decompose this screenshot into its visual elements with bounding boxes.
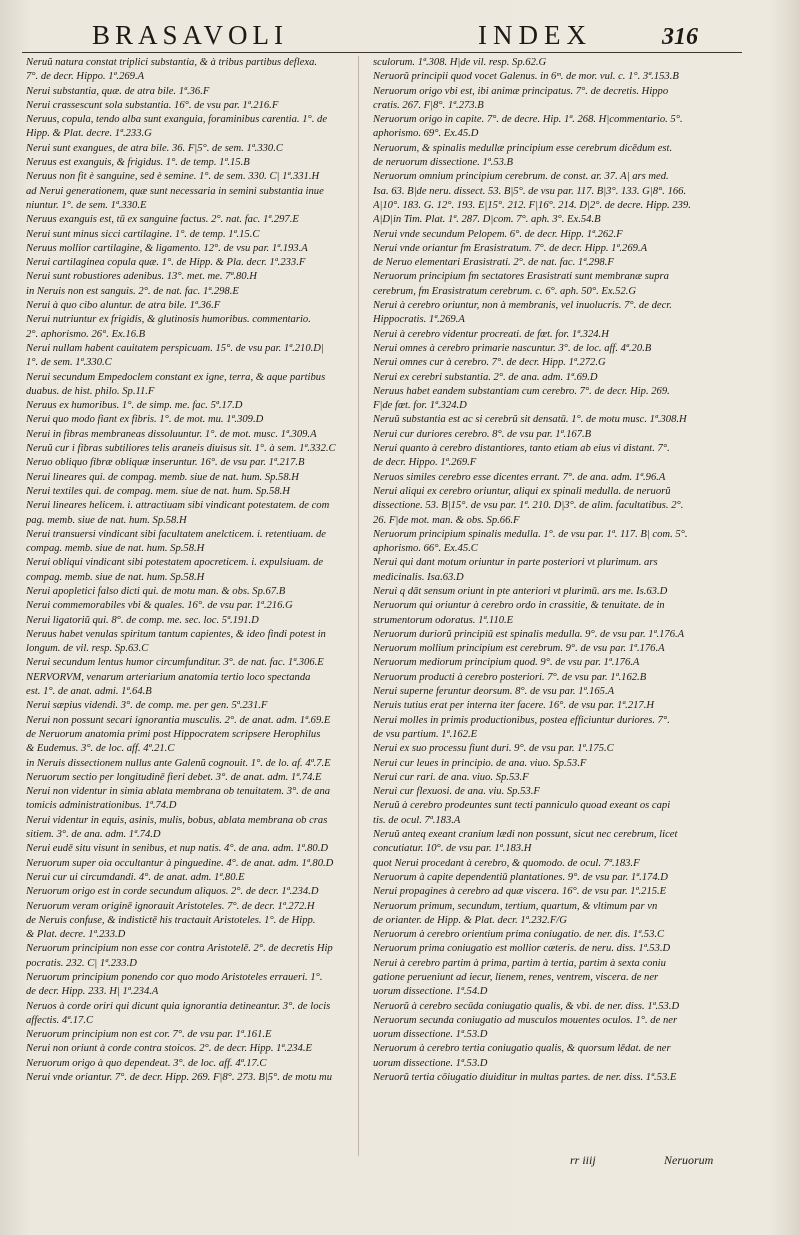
index-line: Neruorum origo vbi est, ibi animæ principatus. 7°. de decretis. Hippo (373, 85, 669, 97)
index-line: compag. memb. siue de nat. hum. Sp.58.H (26, 571, 205, 583)
index-line: Nerui lineares helicem. i. attractiuam sibi vindicant potestatem. de com (26, 500, 330, 512)
index-line: aphorismo. 66°. Ex.45.C (373, 543, 478, 555)
index-line: Nerui à cerebro videntur procreati. de fœt. for. 1ª.324.H (373, 328, 609, 340)
index-line: Nerui ligatoriŭ qui. 8°. de comp. me. sec. loc. 5ª.191.D (26, 614, 259, 626)
index-line: Neruorum à cerebro orientium prima coniugatio. de ner. dis. 1ª.53.C (373, 929, 665, 941)
index-line: Hippocratis. 1ª.269.A (373, 314, 465, 326)
index-line: medicinalis. Isa.63.D (373, 571, 464, 583)
index-line: de decr. Hipp. 233. H| 1ª.234.A (26, 986, 159, 998)
index-line: Neruis tutius erat per interna iter facere. 16°. de vsu par. 1ª.217.H (373, 700, 655, 712)
index-line: Isa. 63. B|de neru. dissect. 53. B|5°. de vsu par. 117. B|3°. 133. G|8°. 166. (373, 185, 687, 197)
index-line: Neruus, copula, tendo alba sunt exanguia, foraminibus carentia. 1°. de (26, 114, 328, 126)
index-line: Nerui nutriuntur ex frigidis, & glutinosis humoribus. commentario. (26, 314, 311, 326)
index-line: tis. de ocul. 7ª.183.A (373, 814, 461, 826)
index-line: Neruorum principium fm sectatores Erasistrati sunt membranæ supra (373, 271, 669, 283)
index-line: Neruorŭ tertia cōiugatio diuiditur in multas partes. de ner. diss. 1ª.53.E (373, 1072, 677, 1084)
index-line: Nerui vnde oriantur fm Erasistratum. 7°. de decr. Hipp. 1ª.269.A (373, 242, 648, 254)
index-line: de orianter. de Hipp. & Plat. decr. 1ª.232.F/G (373, 914, 567, 926)
index-line: cratis. 267. F|8°. 1ª.273.B (373, 99, 484, 111)
index-line: Nerui apopletici falso dicti qui. de motu man. & obs. Sp.67.B (26, 585, 286, 597)
index-line: Nerui commemorabiles vbi & quales. 16°. de vsu par. 1ª.216.G (26, 600, 293, 612)
index-line: Neruorum principium non esse cor contra Aristotelē. 2°. de decretis Hip (26, 943, 333, 955)
index-line: Nerui à quo cibo aluntur. de atra bile. 1ª.36.F (26, 300, 221, 312)
index-line: Neruorum principium non est cor. 7°. de vsu par. 1ª.161.E (26, 1029, 272, 1041)
index-line: Nerui ex cerebri substantia. 2°. de ana. adm. 1ª.69.D (373, 371, 598, 383)
index-line: Nerui cur ui circumdandi. 4°. de anat. adm. 1ª.80.E (26, 871, 245, 883)
index-line: & Plat. decre. 1ª.233.D (26, 929, 126, 941)
index-line: uorum dissectione. 1ª.54.D (373, 986, 488, 998)
index-line: Nerui cur rari. de ana. viuo. Sp.53.F (373, 771, 529, 783)
header-rule (22, 52, 742, 53)
left-column (26, 56, 350, 1085)
index-line: dissectione. 53. B|15°. de vsu par. 1ª. 210. D|3°. de alim. facultatibus. 2°. (373, 500, 684, 512)
index-line: de Neruorum anatomia primi post Hippocratem scripsere Herophilus (26, 728, 321, 740)
index-line: A|10°. 183. G. 12°. 193. E|15°. 212. F|16°. 214. D|2°. de decre. Hipp. 239. (373, 199, 691, 211)
index-line: Neruus ex humoribus. 1°. de simp. me. fac. 5ª.17.D (26, 400, 243, 412)
index-line: 26. F|de mot. man. & obs. Sp.66.F (373, 514, 520, 526)
index-line: Nerui transuersi vindicant sibi facultatem anelcticem. i. retentiuam. de (26, 528, 327, 540)
index-line: Nerui videntur in equis, asinis, mulis, bobus, ablata membrana ob cras (26, 814, 328, 826)
column-divider (358, 56, 359, 1156)
index-line: Nerui superne feruntur deorsum. 8°. de vsu par. 1ª.165.A (373, 686, 615, 698)
index-line: Neruorum qui oriuntur à cerebro ordo in crassitie, & tenuitate. de in (373, 600, 665, 612)
index-line: NERVORVM, venarum arteriarium anatomia tertio loco spectanda (26, 671, 311, 683)
index-line: Neruorum principium spinalis medulla. 1°. de vsu par. 1ª. 117. B| com. 5°. (373, 528, 688, 540)
index-line: affectis. 4ª.17.C (26, 1014, 94, 1026)
index-line: F|de fœt. for. 1ª.324.D (373, 400, 467, 412)
page-footer (0, 1153, 800, 1173)
index-line: Nerui non videntur in simia ablata membrana ob tenuitatem. 3°. de ana (26, 786, 331, 798)
index-line: Nerui obliqui vindicant sibi potestatem apocreticem. i. expulsiuam. de (26, 557, 324, 569)
index-line: Nerui cur flexuosi. de ana. viu. Sp.53.F (373, 786, 540, 798)
index-line: Neruorum à cerebro tertia coniugatio qualis, & quorsum lēdat. de ner (373, 1043, 671, 1055)
index-line: Neruorum à capite dependentiū plantationes. 9°. de vsu par. 1ª.174.D (373, 871, 668, 883)
index-line: Nerui q dāt sensum oriunt in pte anteriori vt plurimū. ars me. Is.63.D (373, 585, 668, 597)
index-line: Neruus habet venulas spiritum tantum capientes, & ideo findi potest in (26, 628, 326, 640)
index-line: Nerui omnes cur à cerebro. 7°. de decr. Hipp. 1ª.272.G (373, 357, 606, 369)
index-line: Neruorum veram originē ignorauit Aristoteles. 7°. de decr. 1ª.272.H (26, 900, 315, 912)
index-line: Nerui sunt exangues, de atra bile. 36. F|5°. de sem. 1ª.330.C (26, 142, 283, 154)
index-line: pag. memb. siue de nat. hum. Sp.58.H (26, 514, 187, 526)
index-line: Nerui cur duriores cerebro. 8°. de vsu par. 1ª.167.B (373, 428, 592, 440)
page-number: 316 (662, 24, 698, 50)
index-line: in Neruis dissectionem nullus ante Galenŭ cognouit. 1°. de lo. af. 4ª.7.E (26, 757, 331, 769)
index-line: Neruorum mediorum principium quod. 9°. de vsu par. 1ª.176.A (373, 657, 640, 669)
index-line: Neruus exanguis est, tū ex sanguine factus. 2°. nat. fac. 1ª.297.E (26, 214, 299, 226)
index-line: Neruorum sectio per longitudinē fieri debet. 3°. de anat. adm. 1ª.74.E (26, 771, 322, 783)
index-line: Neruos similes cerebro esse dicentes errant. 7°. de ana. adm. 1ª.96.A (373, 471, 666, 483)
index-line: uorum dissectione. 1ª.53.D (373, 1029, 488, 1041)
index-line: Neruus est exanguis, & frigidus. 1°. de temp. 1ª.15.B (26, 157, 250, 169)
index-line: Nerui omnes à cerebro primarie nascuntur. 3°. de loc. aff. 4ª.20.B (373, 342, 652, 354)
index-line: Nerui propagines à cerebro ad quæ viscera. 16°. de vsu par. 1ª.215.E (373, 886, 667, 898)
index-line: Nerui sæpius videndi. 3°. de comp. me. per gen. 5ª.231.F (26, 700, 268, 712)
index-line: Neruus mollior cartilagine, & ligamento. 12°. de vsu par. 1ª.193.A (26, 242, 308, 254)
right-column (373, 56, 740, 1085)
index-line: in Neruis non est sanguis. 2°. de nat. fac. 1ª.298.E (26, 285, 239, 297)
index-line: Nerui substantia, quæ. de atra bile. 1ª.36.F (26, 85, 210, 97)
index-line: Neruorŭ à cerebro secūda coniugatio qualis, & vbi. de ner. diss. 1ª.53.D (373, 1000, 680, 1012)
index-line: concutiatur. 10°. de vsu par. 1ª.183.H (373, 843, 532, 855)
index-line: Neruorum prima coniugatio est mollior cæteris. de neru. diss. 1ª.53.D (373, 943, 671, 955)
index-line: de vsu partium. 1ª.162.E (373, 728, 478, 740)
index-line: Nerui ex suo processu fiunt duri. 9°. de vsu par. 1ª.175.C (373, 743, 614, 755)
index-line: Neruorum principium ponendo cor quo modo Aristoteles erraueri. 1°. (26, 972, 323, 983)
index-line: Neruŭ substantia est ac si cerebrŭ sit densatū. 1°. de motu musc. 1ª.308.H (373, 414, 687, 426)
index-line: compag. memb. siue de nat. hum. Sp.58.H (26, 543, 205, 555)
index-line: uorum dissectione. 1ª.53.D (373, 1057, 488, 1069)
index-line: de neruorum dissectione. 1ª.53.B (373, 157, 514, 169)
index-line: Neruorŭ principii quod vocet Galenus. in 6ᵐ. de mor. vul. c. 1°. 3ª.153.B (373, 71, 679, 83)
index-line: Neruorum omnium principium cerebrum. de const. ar. 37. A| ars med. (373, 171, 669, 183)
index-line: 7°. de decr. Hippo. 1ª.269.A (26, 71, 145, 83)
index-line: de Neruis confuse, & indistictē his tractauit Aristoteles. 1°. de Hipp. (26, 914, 316, 926)
index-line: Neruorum producti à cerebro posteriori. 7°. de vsu par. 1ª.162.B (373, 671, 647, 683)
index-line: Nerui qui dant motum oriuntur in parte posteriori vt plurimum. ars (373, 557, 658, 569)
index-line: 2°. aphorismo. 26°. Ex.16.B (26, 328, 146, 340)
index-line: Neruus non fit è sanguine, sed è semine. 1°. de sem. 330. C| 1ª.331.H (26, 171, 320, 183)
index-line: Nerui vnde oriantur. 7°. de decr. Hipp. 269. F|8°. 273. B|5°. de motu mu (26, 1072, 333, 1084)
index-line: niuntur. 1°. de sem. 1ª.330.E (26, 199, 147, 211)
index-line: Nerui nullam habent cauitatem perspicuam. 15°. de vsu par. 1ª.210.D| (26, 342, 324, 354)
index-line: Neruŭ anteq exeant cranium lædi non possunt, sicut nec cerebrum, licet (373, 829, 678, 841)
index-line: Neruo obliquo fibræ obliquæ inseruntur. 16°. de vsu par. 1ª.217.B (26, 457, 305, 469)
index-line: Neruus habet eandem substantiam cum cerebro. 7°. de decr. Hip. 269. (373, 385, 670, 397)
index-line: longum. de vil. resp. Sp.63.C (26, 643, 149, 655)
index-line: Neruorum origo est in corde secundum aliquos. 2°. de decr. 1ª.234.D (26, 886, 319, 898)
index-line: Nerui textiles qui. de compag. mem. siue de nat. hum. Sp.58.H (26, 485, 290, 497)
index-line: Neruorum primum, secundum, tertium, quartum, & vltimum par vn (373, 900, 658, 912)
index-line: Nerui aliqui ex cerebro oriuntur, aliqui ex spinali medulla. de neruorŭ (373, 485, 671, 497)
index-line: Neruorum secunda coniugatio ad musculos mouentes oculos. 1°. de ner (373, 1014, 678, 1026)
index-line: strumentorum odoratus. 1ª.110.E (373, 614, 514, 626)
index-line: sculorum. 1ª.308. H|de vil. resp. Sp.62.G (373, 57, 547, 68)
index-line: gatione perueniunt ad iecur, lienem, renes, ventrem, viscera. de ner (373, 972, 659, 983)
index-line: Nerui secundum lentus humor circumfunditur. 3°. de nat. fac. 1ª.306.E (26, 657, 324, 669)
index-line: Nerui non possunt secari ignorantia musculis. 2°. de anat. adm. 1ª.69.E (26, 714, 331, 726)
index-line: Neruorum, & spinalis medullæ principium esse cerebrum dicēdum est. (373, 142, 673, 154)
index-line: Neruorum origo in capite. 7°. de decre. Hip. 1ª. 268. H|commentario. 5°. (373, 114, 683, 126)
index-line: Neruŭ cur i fibras subtiliores telis araneis diuisus sit. 1°. à sem. 1ª.332.C (26, 443, 336, 455)
index-line: Nerui lineares qui. de compag. memb. siue de nat. hum. Sp.58.H (26, 471, 299, 483)
index-line: Nerui molles in primis productionibus, postea efficiuntur duriores. 7°. (373, 714, 670, 726)
index-line: Nerui vnde secundum Pelopem. 6°. de decr. Hipp. 1ª.262.F (373, 228, 623, 240)
index-line: Nerui cur leues in principio. de ana. viuo. Sp.53.F (373, 757, 587, 769)
index-line: pocratis. 232. C| 1ª.233.D (26, 957, 137, 969)
index-line: quot Nerui procedant à cerebro, & quomodo. de ocul. 7ª.183.F (373, 857, 640, 869)
index-line: aphorismo. 69°. Ex.45.D (373, 128, 479, 140)
index-line: Nerui quanto à cerebro distantiores, tanto etiam ab eius vi distant. 7°. (373, 443, 670, 455)
index-line: Nerui secundum Empedoclem constant ex igne, terra, & aque partibus (26, 371, 326, 383)
index-line: sitiem. 3°. de ana. adm. 1ª.74.D (26, 829, 161, 841)
signature-mark: rr iiij (570, 1153, 596, 1167)
index-line: & Eudemus. 3°. de loc. aff. 4ª.21.C (26, 743, 175, 755)
index-line: Nerui in fibras membraneas dissoluuntur. 1°. de mot. musc. 1ª.309.A (26, 428, 317, 440)
index-line: Neruorum mollium principium est cerebrum. 9°. de vsu par. 1ª.176.A (373, 643, 665, 655)
index-line: de Neruo elementari Erasistrati. 2°. de nat. fac. 1ª.298.F (373, 257, 614, 269)
index-line: est. 1°. de anat. admi. 1ª.64.B (26, 686, 152, 698)
running-header (0, 12, 800, 52)
index-line: ad Nerui generationem, quæ sunt necessaria in semini substantia inue (26, 185, 324, 197)
index-line: 1°. de sem. 1ª.330.C (26, 357, 112, 369)
index-line: Nerui à cerebro oriuntur, non à membranis, vel inuolucris. 7°. de decr. (373, 300, 672, 312)
index-line: Neruŭ natura constat triplici substantia, & à tribus partibus deflexa. (26, 57, 318, 68)
header-author: BRASAVOLI (92, 20, 289, 50)
index-line: de decr. Hippo. 1ª.269.F (373, 457, 477, 469)
index-line: Hipp. & Plat. decre. 1ª.233.G (26, 128, 152, 140)
catchword: Neruorum (664, 1153, 714, 1167)
index-line: tomicis administrationibus. 1ª.74.D (26, 800, 177, 812)
index-line: Neruos à corde oriri qui dicunt quia ignorantia detineantur. 3°. de locis (26, 1000, 331, 1012)
index-line: Nerui quo modo fiant ex fibris. 1°. de mot. mu. 1ª.309.D (26, 414, 264, 426)
index-line: Nerui eudē situ visunt in senibus, et nup natis. 4°. de ana. adm. 1ª.80.D (26, 843, 328, 855)
index-line: cerebrum, fm Erasistratum cerebrum. c. 6°. aph. 50°. Ex.52.G (373, 285, 637, 297)
index-line: Nerui crassescunt sola substantia. 16°. de vsu par. 1ª.216.F (26, 99, 279, 111)
index-line: duabus. de hist. philo. Sp.11.F (26, 385, 155, 397)
index-line: Nerui cartilaginea copula quæ. 1°. de Hipp. & Pla. decr. 1ª.233.F (26, 257, 306, 269)
index-line: Neruŭ à cerebro prodeuntes sunt tecti panniculo quoad exeant os capi (373, 800, 671, 812)
header-title: INDEX (478, 20, 592, 50)
index-line: Nerui non oriunt à corde contra stoicos. 2°. de decr. Hipp. 1ª.234.E (26, 1043, 313, 1055)
index-line: Nerui sunt minus sicci cartilagine. 1°. de temp. 1ª.15.C (26, 228, 260, 240)
index-line: Neruorum origo à quo dependeat. 3°. de loc. aff. 4ª.17.C (26, 1057, 267, 1069)
index-line: Nerui sunt robustiores adenibus. 13°. met. me. 7ª.80.H (26, 271, 257, 283)
index-line: Nerui à cerebro partim à prima, partim à tertia, partim à sexta coniu (373, 957, 666, 969)
index-line: Neruorum super oia occultantur à pinguedine. 4°. de anat. adm. 1ª.80.D (26, 857, 334, 869)
index-line: Neruorum duriorŭ principiŭ est spinalis medulla. 9°. de vsu par. 1ª.176.A (373, 628, 685, 640)
index-line: A|D|in Tim. Plat. 1ª. 287. D|com. 7°. aph. 3°. Ex.54.B (373, 214, 601, 226)
